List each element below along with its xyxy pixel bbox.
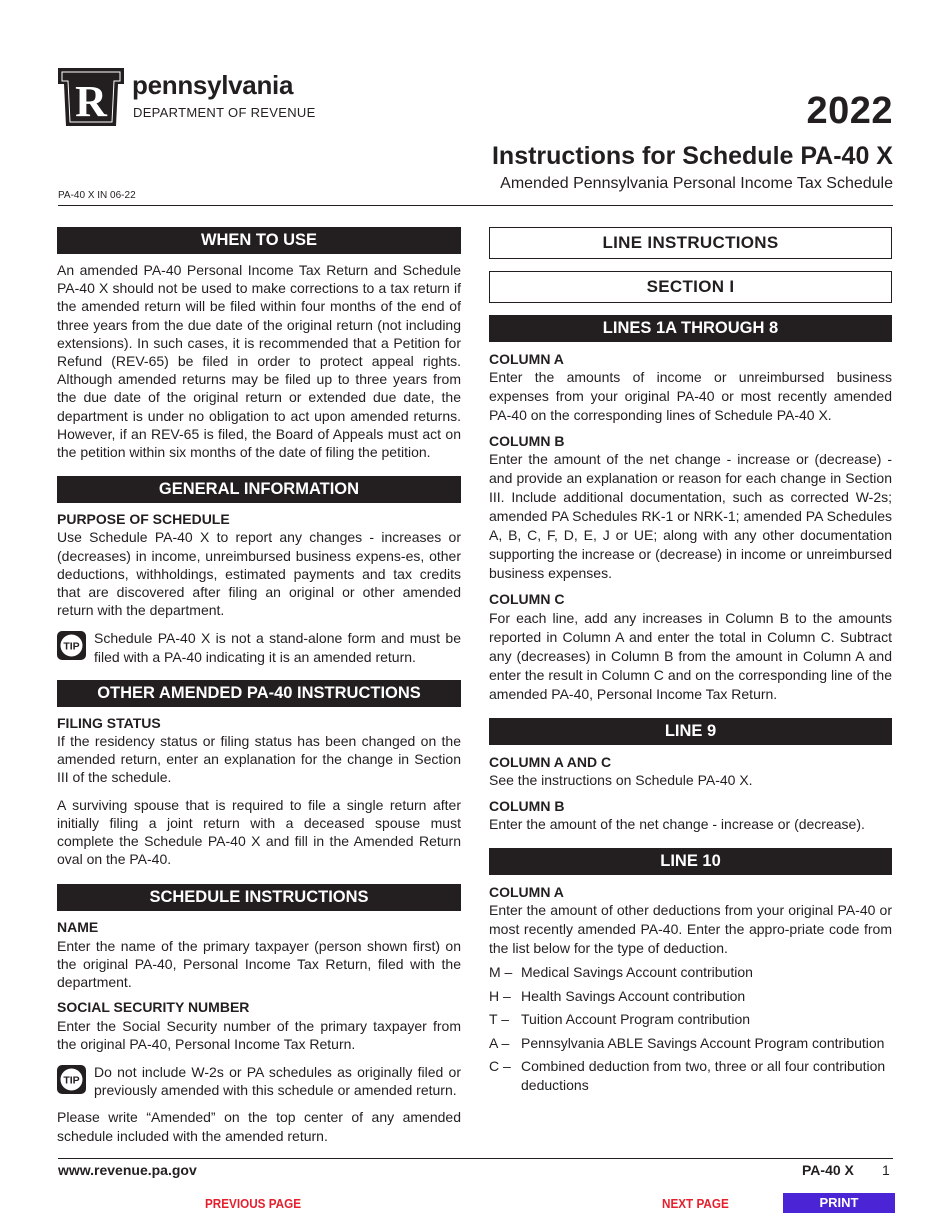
line-9-column-b-text: Enter the amount of the net change - increase or (decrease). [489, 816, 865, 833]
previous-page-link[interactable]: PREVIOUS PAGE [205, 1196, 302, 1211]
list-item [489, 963, 892, 982]
logo-initial: R [75, 77, 107, 126]
footer-divider [58, 1158, 893, 1159]
next-page-link[interactable]: NEXT PAGE [662, 1196, 729, 1211]
department-logo [56, 66, 336, 130]
line-instructions-heading: LINE INSTRUCTIONS [489, 227, 892, 259]
column-c-text: For each line, add any increases in Column B to the amounts reported in Column A and enter the total in Column C. Subtract any (decreases) in Column B from the amount in Column A and enter the result in Column C and on the corresponding line of the amended PA-40, Personal Income Tax Return. [489, 609, 892, 702]
tip-note [57, 629, 461, 665]
tip-text: Schedule PA-40 X is not a stand-alone form and must be filed with a PA-40 indicating it is an amended return. [94, 630, 461, 665]
right-column [489, 227, 892, 1099]
tip-icon [57, 1065, 86, 1094]
code-letter: A – [489, 1034, 510, 1051]
amended-note: Please write “Amended” on the top center of any amended schedule included with the amended return. [57, 1109, 461, 1144]
tip-icon [57, 631, 86, 660]
code-letter: T – [489, 1011, 509, 1028]
deduction-code-list [489, 963, 892, 1094]
code-description: Pennsylvania ABLE Savings Account Program contribution [521, 1034, 885, 1051]
filing-status-text: If the residency status or filing status has been changed on the amended return, enter an explanation for the change in Section III of the schedule. [57, 733, 461, 786]
left-column [57, 227, 461, 1145]
list-item [489, 1034, 892, 1053]
line-9-heading: LINE 9 [489, 718, 892, 745]
logo-department: DEPARTMENT OF REVENUE [133, 105, 316, 120]
tip-note-schedules [57, 1063, 461, 1099]
list-item [489, 1010, 892, 1029]
page-title: Instructions for Schedule PA-40 X [491, 142, 893, 170]
surviving-spouse-text: A surviving spouse that is required to file a single return after initially filing a joint return with a deceased spouse must complete the Schedule PA-40 X and fill in the Amended Return oval on the PA-40. [57, 796, 461, 868]
name-heading: NAME [57, 919, 99, 936]
logo-name: pennsylvania [132, 70, 294, 100]
code-letter: H – [489, 987, 511, 1004]
code-letter: C – [489, 1058, 511, 1075]
footer-form-number: PA-40 X [802, 1162, 854, 1178]
column-a-text: Enter the amounts of income or unreimbursed business expenses from your original PA-40 or most recently amended PA-40 on the corresponding lines of Schedule PA-40 X. [489, 369, 892, 424]
page-number: 1 [882, 1162, 890, 1178]
when-to-use-text: An amended PA-40 Personal Income Tax Return and Schedule PA-40 X should not be used to make corrections to a tax return if the amended return will be filed within four months of the end of three years from the due date of the original return (not including extensions). In such cases, it is recommended that a Petition for Refund (REV-65) be filed in order to protect appeal rights. Although amended returns may be filed up to three years from the due date of the original return or extended due date, the department is under no obligation to act upon amended returns. However, if an REV-65 is filed, the Board of Appeals must act on the petition within six months of the date of filing the petition. [57, 262, 461, 461]
list-item [489, 987, 892, 1006]
line-10-heading: LINE 10 [489, 848, 892, 875]
when-to-use-heading: WHEN TO USE [57, 227, 461, 254]
schedule-instructions-heading: SCHEDULE INSTRUCTIONS [57, 884, 461, 911]
column-a-and-c-text: See the instructions on Schedule PA-40 X. [489, 771, 753, 788]
code-description: Tuition Account Program contribution [521, 1011, 751, 1028]
print-button[interactable]: PRINT [783, 1193, 895, 1213]
code-description: Combined deduction from two, three or all four contribution deductions [521, 1058, 886, 1093]
column-c-heading: COLUMN C [489, 591, 565, 608]
filing-status-heading: FILING STATUS [57, 714, 161, 731]
column-b-heading: COLUMN B [489, 433, 565, 450]
tax-year: 2022 [806, 90, 893, 132]
purpose-text: Use Schedule PA-40 X to report any changes - increases or (decreases) in income, unreimbursed business expens-es, other deductions, withholdings, estimated payments and tax credits that are discovered after filing an original or other amended return with the department. [57, 529, 461, 619]
section-i-heading: SECTION I [489, 271, 892, 303]
column-a-heading: COLUMN A [489, 351, 564, 367]
other-amended-heading: OTHER AMENDED PA-40 INSTRUCTIONS [57, 680, 461, 707]
lines-1a-8-heading: LINES 1A THROUGH 8 [489, 315, 892, 342]
tip-label: TIP [63, 1074, 80, 1087]
footer-url: www.revenue.pa.gov [58, 1162, 197, 1178]
list-item [489, 1057, 892, 1094]
ssn-text: Enter the Social Security number of the primary taxpayer from the original PA-40, Personal Income Tax Return. [57, 1017, 461, 1052]
code-letter: M – [489, 964, 513, 981]
code-description: Health Savings Account contribution [521, 987, 746, 1004]
ssn-heading: SOCIAL SECURITY NUMBER [57, 999, 250, 1016]
line-9-column-b-heading: COLUMN B [489, 797, 565, 814]
header-divider [58, 205, 893, 206]
tip-label: TIP [63, 640, 80, 653]
column-b-text: Enter the amount of the net change - increase or (decrease) - and provide an explanation or reason for each change in Section III. Include additional documentation, such as corrected W-2s; amended PA Schedules RK-1 or NRK-1; amended PA Schedules A, B, C, F, D, E, J or UE; along with any other documentation supporting the increase or (decrease) in income or unreimbursed business expenses. [489, 451, 892, 582]
keystone-icon [56, 66, 126, 128]
page-subtitle: Amended Pennsylvania Personal Income Tax Schedule [500, 175, 893, 192]
line-10-column-a-text: Enter the amount of other deductions from your original PA-40 or most recently amended PA-40. Enter the appro-priate code from the list below for the type of deduction. [489, 902, 892, 957]
purpose-heading: PURPOSE OF SCHEDULE [57, 511, 230, 528]
form-code: PA-40 X IN 06-22 [58, 190, 136, 201]
general-information-heading: GENERAL INFORMATION [57, 476, 461, 503]
line-10-column-a-heading: COLUMN A [489, 884, 564, 901]
name-text: Enter the name of the primary taxpayer (person shown first) on the original PA-40, Personal Income Tax Return, filed with the department. [57, 937, 461, 991]
tip-text-schedules: Do not include W-2s or PA schedules as originally filed or previously amended with this schedule or amended return. [94, 1063, 461, 1099]
code-description: Medical Savings Account contribution [521, 964, 753, 981]
column-a-and-c-heading: COLUMN A AND C [489, 753, 612, 770]
